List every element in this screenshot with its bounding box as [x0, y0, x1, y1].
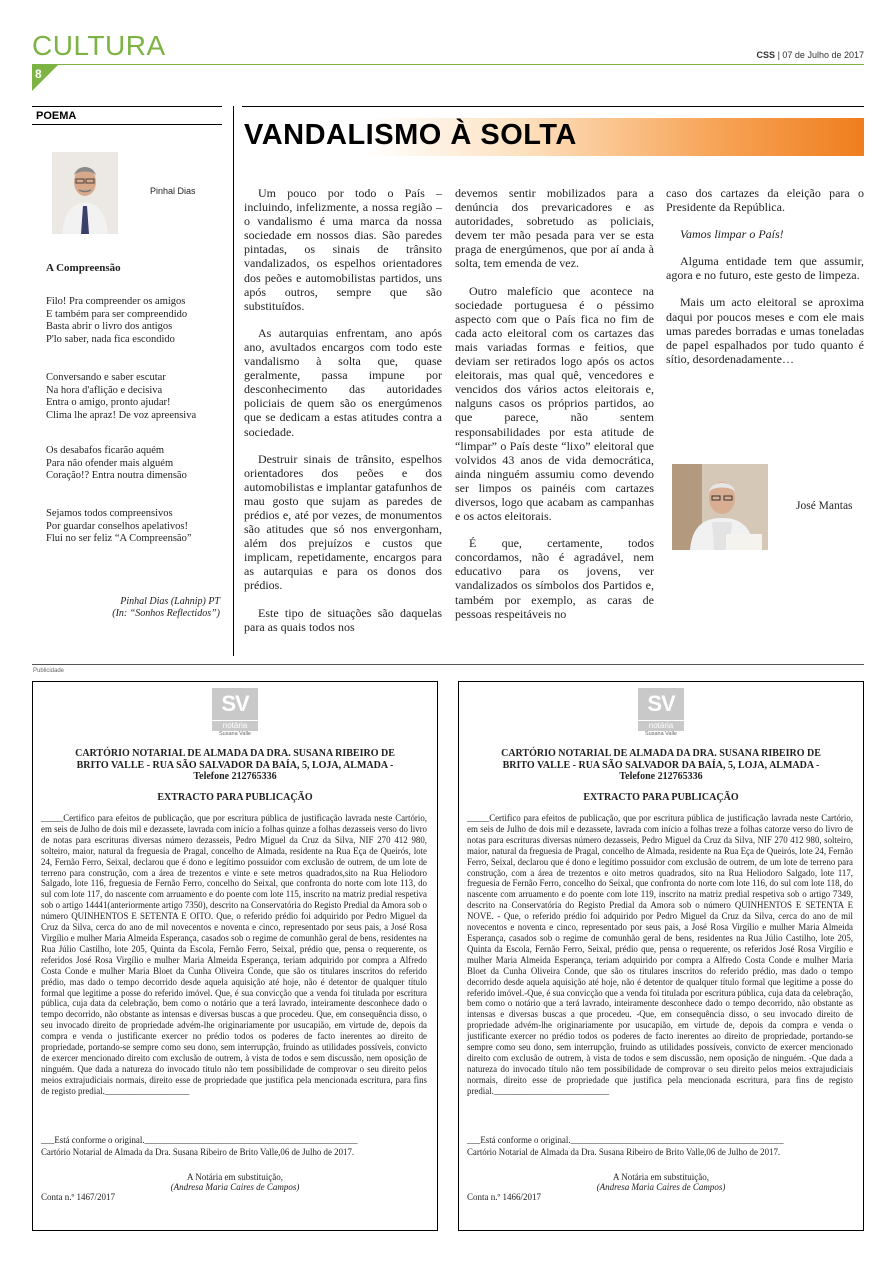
notice-signature-role: A Notária em substituição, [187, 1172, 283, 1182]
poem-section-label: POEMA [36, 110, 77, 122]
poem-line: Para não ofender mais alguém [46, 457, 174, 469]
poem-stanza [46, 372, 196, 422]
notary-logo-word: notária [638, 721, 684, 731]
notice-body: _____Certifico para efeitos de publicação, que por escritura pública de justificação lavrada neste Cartório, em seis de Julho de dois mil e dezassete, lavrada com início a folhas treze a folhas catorze verso do livro de notas para escrituras diversas número dezasseis, Pedro Miguel da Cruz da Silva, NIF 270 412 980, solteiro, maior, natural da freguesia de Pragal, concelho de Almada, residente na Rua Eça de Queirós, lote 24, Fernão Ferro, Seixal, declarou que é dono e legítimo possuidor com exclusão de outrem, de um lote de terreno para construção, com a área de trezentos e oito metros quadrados, sito na Rua Heliodoro Salgado, lote 117, freguesia de Fernão Ferro, concelho do Seixal, que confronta do norte com lote 116, do sul com lote 118, do nascente com arruamento e do poente com lote 119, inscrito na matriz predial respetiva sob o artigo 7349, descrito na Conservatória do Registo Predial da Amora sob o número QUINHENTOS E SETENTA E NOVE. - Que, o referido prédio foi adquirido por Pedro Miguel da Cruz da Silva, cerca do ano de mil novecentos e noventa e cinco, representado por seus pais, a José Rosa Virgílio e mulher Maria Almeida Esperança, casados sob o regime de comunhão geral de bens, residentes na Rua Júlio Castilho, lote 205, Quinta da Escola, Fernão Ferro, Seixal, prédio que, pensa o requerente, os referidos José Rosa Virgílio e mulher Maria Almeida Esperança, teriam adquirido por compra a Alfredo Costa Conde e mulher Maria Bloet da Cunha Oliveira Conde, que são os titulares inscritos do referido prédio, mas dado o tempo decorrido desde aquela aquisição até hoje, não é detentor de qualquer título formal que legitime a posse do referido imóvel.-Que, é sua convicção que a venda foi titulada por escritura pública, cuja data da celebração, bem como o notário que a terá lavrado, inteiramente desconhece dado o tempo decorrido, não obstante as intensas e diversas buscas a que procedeu. -Que, em consequência disso, o seu invocado direito de propriedade advém-lhe originariamente por usucapião, em virtude de, depois da compra e venda o justificante exercer no prédio todos os poderes de facto inerentes ao direito de propriedade, portando-se sempre como seu dono, sem interrupção, fruindo as utilidades possíveis, convicto de exercer mencionado direito com exclusão de outrem, à vista de todos e sem discussão, nem oposição de ninguém. -Que dada a natureza do invocado título não tem possibilidade de comprovar o seu direito pelos meios extrajudiciais normais, direito esse de propriedade que justifica pela mencionada escritura, para fins de registo predial.__________________________ [467, 813, 853, 1096]
poem-line: Basta abrir o livro dos antigos [46, 321, 173, 333]
article-paragraph: Um pouco por todo o País – incluindo, infelizmente, a nossa região – o vandalismo é uma marca da nossa sociedade em nossos dias. São paredes pintadas, os sinais de trânsito vandalizados, os espelhos orientadores dos peões e automobilistas partidos, uns após outros, sempre que são substituídos. [244, 186, 442, 313]
article-paragraph: Mais um acto eleitoral se aproxima daqui por poucos meses e com ele mais umas paredes borradas e umas toneladas de papel espalhados por tudo quanto é sítio, desordenadamente… [666, 295, 864, 366]
notary-notice [32, 681, 438, 1231]
author-photo [672, 464, 768, 550]
notary-logo-word: notária [212, 721, 258, 731]
poem-stanza [46, 508, 192, 546]
poem-line: E também para ser compreendido [46, 308, 188, 320]
masthead [757, 50, 864, 60]
notice-conform-line: ___Está conforme o original.________________________________________________ [41, 1135, 358, 1145]
notice-conform-line: ___Está conforme o original.________________________________________________ [467, 1135, 784, 1145]
notice-extract-title: EXTRACTO PARA PUBLICAÇÃO [157, 792, 313, 803]
notice-closing: Cartório Notarial de Almada da Dra. Susana Ribeiro de Brito Valle,06 de Julho de 2017. [41, 1147, 355, 1157]
poem-source-line: (In: “Sonhos Reflectidos”) [112, 608, 220, 619]
notice-account: Conta n.º 1466/2017 [467, 1192, 542, 1202]
issue-date: | 07 de Julho de 2017 [777, 50, 864, 60]
poem-line: Coração!? Entra noutra dimensão [46, 470, 187, 482]
notice-closing: Cartório Notarial de Almada da Dra. Susana Ribeiro de Brito Valle,06 de Julho de 2017. [467, 1147, 781, 1157]
article-author: José Mantas [796, 500, 853, 512]
poem-line: Clima lhe apraz! De voz apreensiva [46, 409, 197, 421]
article-paragraph: Alguma entidade tem que assumir, agora e no futuro, este gesto de limpeza. [666, 254, 864, 283]
notice-signature-name: (Andresa Maria Caires de Campos) [170, 1182, 300, 1192]
notice-signature-name: (Andresa Maria Caires de Campos) [596, 1182, 726, 1192]
notice-heading [41, 748, 429, 783]
notary-logo-sub: Susana Valle [218, 731, 251, 737]
poem-signature-line: Pinhal Dias (Lahnip) PT [120, 596, 220, 607]
notice-heading-line: Telefone 212765336 [619, 771, 703, 782]
poem-line: Por guardar conselhos apelativos! [46, 520, 189, 532]
article-paragraph: As autarquias enfrentam, ano após ano, avultados encargos com todo este vandalismo à solta que, quase geralmente, passa impune por desconhecimento das autoridades policiais de quem são os energúmenos que se dedicam a estas atitudes contra a sociedade. [244, 325, 442, 439]
notice-heading-line: CARTÓRIO NOTARIAL DE ALMADA DA DRA. SUSANA RIBEIRO DE [501, 748, 821, 759]
article-paragraph: Vamos limpar o País! [680, 227, 784, 242]
poet-name: Pinhal Dias [150, 186, 196, 196]
poem-stanza [46, 296, 187, 346]
notice-heading-line: BRITO VALLE - RUA SÃO SALVADOR DA BAÍA, 5, LOJA, ALMADA - [76, 759, 394, 771]
poem-line: Sejamos todos compreensivos [46, 508, 173, 519]
article-paragraph: Destruir sinais de trânsito, espelhos orientadores dos peões e dos automobilistas e implantar gatafunhos de mau gosto que sujam as paredes de prédios e, até por vezes, de monumentos são atitudes que só nos envergonham, além dos prejuízos e custos que implicam, repetidamente, encargos para as autarquias e para os donos dos prédios. [244, 451, 442, 593]
column-divider [233, 106, 234, 656]
article-column-1 [244, 186, 442, 647]
poem-rule-top [32, 106, 222, 107]
notice-account: Conta n.º 1467/2017 [41, 1192, 116, 1202]
notice-heading [467, 748, 855, 783]
article-paragraph: devemos sentir mobilizados para a denúncia dos prevaricadores e as autoridades, sobretudo as policiais, devem ter mão pesada para ver se esta praga de energúmenos, que por aí anda à solta, tem emenda de vez. [455, 186, 654, 271]
notary-logo [638, 688, 684, 738]
article-column-2 [455, 186, 654, 634]
notice-heading-line: BRITO VALLE - RUA SÃO SALVADOR DA BAÍA, 5, LOJA, ALMADA - [502, 759, 820, 771]
poem-line: Conversando e saber escutar [46, 372, 166, 383]
article-paragraph: É que, certamente, todos concordamos, não é agradável, nem educativo para os jovens, ver vandalizados os símbolos dos Partidos e, também por exemplo, as caras de pessoas respeitáveis no [455, 536, 654, 621]
notary-notice [458, 681, 864, 1231]
publication-name: CSS [756, 50, 776, 60]
poem-line: Flui no ser feliz “A Compreensão” [46, 533, 192, 545]
notice-heading-line: Telefone 212765336 [193, 771, 277, 782]
header-rule [32, 64, 864, 65]
poem-line: P'lo saber, nada fica escondido [46, 333, 175, 345]
notice-signature [459, 1172, 863, 1192]
poem-line: Entra o amigo, pronto ajudar! [46, 397, 171, 409]
article-column-3 [666, 186, 864, 379]
advertising-label: Publicidade [33, 668, 65, 674]
article-paragraph: caso dos cartazes da eleição para o Presidente da República. [666, 186, 864, 215]
poem-rule-bottom [32, 124, 222, 125]
notary-logo-sub: Susana Valle [644, 731, 677, 737]
page-number: 8 [35, 67, 42, 81]
notice-extract-title: EXTRACTO PARA PUBLICAÇÃO [583, 792, 739, 803]
notary-logo-mark: SV [212, 688, 258, 720]
notice-heading-line: CARTÓRIO NOTARIAL DE ALMADA DA DRA. SUSANA RIBEIRO DE [75, 748, 395, 759]
page-number-badge [32, 65, 58, 91]
article-paragraph: Este tipo de situações são daquelas para as quais todos nos [244, 605, 442, 634]
ad-rule [32, 664, 864, 665]
notary-logo-mark: SV [638, 688, 684, 720]
poet-photo [52, 152, 118, 234]
poem-stanza [46, 445, 187, 483]
notice-signature [33, 1172, 437, 1192]
poem-line: Filo! Pra compreender os amigos [46, 296, 186, 307]
notary-logo [212, 688, 258, 738]
section-title: CULTURA [32, 30, 166, 61]
article-title: VANDALISMO À SOLTA [244, 119, 577, 151]
notice-signature-role: A Notária em substituição, [613, 1172, 709, 1182]
poem-title: A Compreensão [46, 262, 121, 274]
poem-line: Os desabafos ficarão aquém [46, 445, 165, 456]
poem-signature [112, 596, 220, 620]
poem-line: Na hora d'aflição e decisiva [46, 384, 163, 396]
article-rule [242, 106, 864, 107]
article-paragraph: Outro malefício que acontece na sociedade portuguesa é o péssimo aspecto com que o País fica no fim de cada acto eleitoral com os cartazes das mais variadas formas e feitios, que deviam ser retirados logo após os actos eleitorais, mas qual quê, vencedores e vencidos dos vários actos eleitorais e, nalguns casos os próprios partidos, ao que parece, não sentem responsabilidades por esta atitude de “limpar” o País deste “lixo” eleitoral que volvidos 43 anos de vida democrática, ainda ninguém assumiu como devendo ser limpos os painéis com cartazes diversos, logo que acabam as campanhas e os actos eleitorais. [455, 283, 654, 524]
notice-body: _____Certifico para efeitos de publicação, que por escritura pública de justificação lavrada neste Cartório, em seis de Julho de dois mil e dezassete, lavrada com início a folhas quinze a folhas dezasseis verso do livro de notas para escrituras diversas número dezasseis, Pedro Miguel da Cruz da Silva, NIF 270 412 980, solteiro, maior, natural da freguesia de Pragal, concelho de Almada, residente na Rua Eça de Queirós, lote 24, Fernão Ferro, Seixal, declarou que é dono e legítimo possuidor com exclusão de outrem, de um lote de terreno para construção, com a área de trezentos e vinte e sete metros quadrados,sito na Rua Heliodoro Salgado, lote 116, freguesia de Fernão Ferro, concelho do Seixal, que confronta do norte com lote 113, do sul com lote 117, do nascente com arruamento e do poente com lote 115, inscrito na matriz predial respetiva sob o artigo 14441(anteriormente artigo 7350), descrito na Conservatória do Registo Predial da Amora sob o número QUINHENTOS E SETENTA E OITO. Que, o referido prédio foi adquirido por Pedro Miguel da Cruz da Silva, cerca do ano de mil novecentos e noventa e cinco, representado por seus pais, a José Rosa Virgílio e mulher Maria Almeida Esperança, casados sob o regime de comunhão geral de bens, residentes na Rua Júlio Castilho, lote 205, Quinta da Escola, Fernão Ferro, Seixal, prédio que, pensa o requerente, os referidos José Rosa Virgílio e mulher Maria Almeida Esperança, teriam adquirido por compra a Alfredo Costa Conde e mulher Maria Bloet da Cunha Oliveira Conde, que são os titulares inscritos do referido prédio, mas dado o tempo decorrido desde aquela aquisição até hoje, não é detentor de qualquer título formal que legitime a posse do referido imóvel. Que, é sua convicção que a venda foi titulada por escritura pública, cuja data da celebração, bem como o notário que a terá lavrado, inteiramente desconhece dado o tempo decorrido, não obstante as intensas e diversas buscas a que procedeu. Que, em consequência disso, o seu invocado direito de propriedade advém-lhe originariamente por usucapião, em virtude de, depois da compra e venda o justificante exercer no prédio todos os poderes de facto inerentes ao direito de propriedade, portando-se sempre como seu dono, sem interrupção, fruindo as utilidades possíveis, convicto de exercer mencionado direito com exclusão de outrem, à vista de todos e sem discussão, nem oposição de ninguém. Que dada a natureza do invocado título não tem possibilidade de comprovar o seu direito pelos meios extrajudiciais normais, direito esse de propriedade que justifica pela mencionada escritura, para fins de registo predial.___________________ [41, 813, 427, 1096]
